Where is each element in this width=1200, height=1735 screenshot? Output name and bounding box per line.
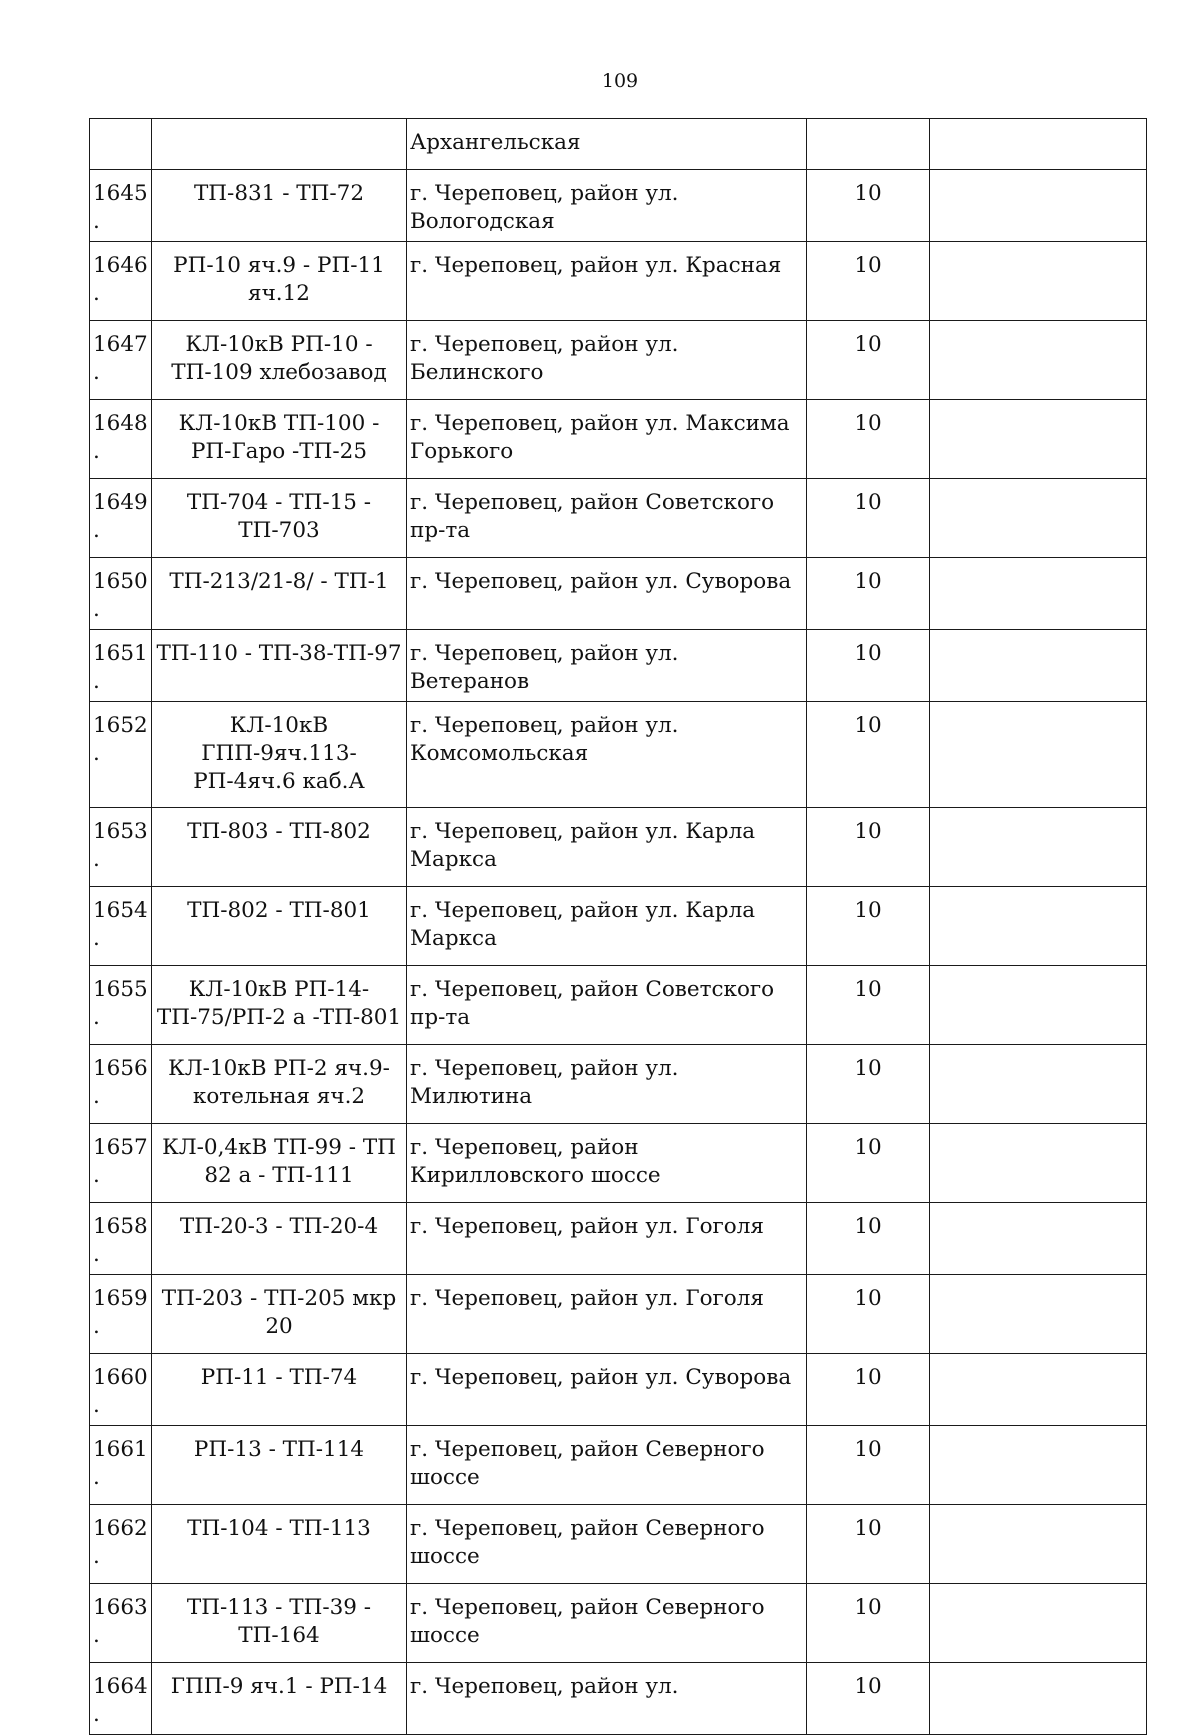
extra-cell — [930, 966, 1147, 1045]
location-cell: г. Череповец, район ул. Красная — [407, 242, 807, 321]
extra-cell — [930, 1203, 1147, 1275]
extra-cell — [930, 1124, 1147, 1203]
row-number-cell: 1648. — [90, 400, 152, 479]
table-row — [90, 1663, 1147, 1735]
location-cell: Архангельская — [407, 119, 807, 170]
row-number-cell: 1651. — [90, 630, 152, 702]
voltage-cell: 10 — [807, 400, 930, 479]
table-row — [90, 702, 1147, 808]
extra-cell — [930, 1275, 1147, 1354]
line-name-cell: РП-10 яч.9 - РП-11 яч.12 — [152, 242, 407, 321]
extra-cell — [930, 321, 1147, 400]
table-row — [90, 630, 1147, 702]
line-name-cell: РП-13 - ТП-114 — [152, 1426, 407, 1505]
location-cell: г. Череповец, район Северного шоссе — [407, 1505, 807, 1584]
location-cell: г. Череповец, район ул. Суворова — [407, 1354, 807, 1426]
row-number-cell: 1652. — [90, 702, 152, 808]
location-cell: г. Череповец, район ул. Комсомольская — [407, 702, 807, 808]
row-number-cell: 1658. — [90, 1203, 152, 1275]
line-name-cell: РП-11 - ТП-74 — [152, 1354, 407, 1426]
table-row — [90, 1124, 1147, 1203]
table-row — [90, 1045, 1147, 1124]
table-row — [90, 242, 1147, 321]
location-cell: г. Череповец, район ул. Гоголя — [407, 1203, 807, 1275]
location-cell: г. Череповец, район ул. Суворова — [407, 558, 807, 630]
extra-cell — [930, 170, 1147, 242]
table-row — [90, 1584, 1147, 1663]
table-row — [90, 1354, 1147, 1426]
voltage-cell: 10 — [807, 1426, 930, 1505]
location-cell: г. Череповец, район Кирилловского шоссе — [407, 1124, 807, 1203]
page-number: 109 — [601, 70, 639, 92]
line-name-cell: ТП-110 - ТП-38-ТП-97 — [152, 630, 407, 702]
row-number-cell: 1654. — [90, 887, 152, 966]
line-name-cell: ТП-213/21-8/ - ТП-1 — [152, 558, 407, 630]
location-cell: г. Череповец, район ул. Милютина — [407, 1045, 807, 1124]
extra-cell — [930, 1426, 1147, 1505]
row-number-cell: 1659. — [90, 1275, 152, 1354]
table-row — [90, 479, 1147, 558]
row-number-cell: 1650. — [90, 558, 152, 630]
voltage-cell: 10 — [807, 702, 930, 808]
line-name-cell: ТП-803 - ТП-802 — [152, 808, 407, 887]
table-row — [90, 321, 1147, 400]
line-name-cell: КЛ-10кВ РП-2 яч.9-котельная яч.2 — [152, 1045, 407, 1124]
voltage-cell: 10 — [807, 170, 930, 242]
extra-cell — [930, 887, 1147, 966]
extra-cell — [930, 242, 1147, 321]
location-cell: г. Череповец, район ул. Ветеранов — [407, 630, 807, 702]
extra-cell — [930, 1505, 1147, 1584]
extra-cell — [930, 1663, 1147, 1735]
extra-cell — [930, 630, 1147, 702]
row-number-cell: 1664. — [90, 1663, 152, 1735]
table-row — [90, 1426, 1147, 1505]
location-cell: г. Череповец, район Советского пр-та — [407, 479, 807, 558]
extra-cell — [930, 479, 1147, 558]
location-cell: г. Череповец, район ул. Карла Маркса — [407, 887, 807, 966]
location-cell: г. Череповец, район ул. — [407, 1663, 807, 1735]
location-cell: г. Череповец, район Северного шоссе — [407, 1426, 807, 1505]
location-cell: г. Череповец, район ул. Гоголя — [407, 1275, 807, 1354]
row-number-cell: 1660. — [90, 1354, 152, 1426]
voltage-cell: 10 — [807, 1354, 930, 1426]
row-number-cell: 1656. — [90, 1045, 152, 1124]
voltage-cell: 10 — [807, 887, 930, 966]
voltage-cell: 10 — [807, 1584, 930, 1663]
line-name-cell: КЛ-10кВ ТП-100 - РП-Гаро -ТП-25 — [152, 400, 407, 479]
line-name-cell: КЛ-10кВ РП-10 - ТП-109 хлебозавод — [152, 321, 407, 400]
line-name-cell: ТП-20-3 - ТП-20-4 — [152, 1203, 407, 1275]
table-row — [90, 119, 1147, 170]
row-number-cell: 1653. — [90, 808, 152, 887]
table-row — [90, 1203, 1147, 1275]
line-name-cell — [152, 119, 407, 170]
line-name-cell: КЛ-0,4кВ ТП-99 - ТП 82 а - ТП-111 — [152, 1124, 407, 1203]
location-cell: г. Череповец, район ул. Карла Маркса — [407, 808, 807, 887]
cable-lines-table — [89, 118, 1147, 1735]
table-row — [90, 1275, 1147, 1354]
row-number-cell: 1647. — [90, 321, 152, 400]
row-number-cell: 1663. — [90, 1584, 152, 1663]
row-number-cell: 1657. — [90, 1124, 152, 1203]
line-name-cell: ТП-113 - ТП-39 - ТП-164 — [152, 1584, 407, 1663]
location-cell: г. Череповец, район ул. Белинского — [407, 321, 807, 400]
row-number-cell: 1649. — [90, 479, 152, 558]
voltage-cell: 10 — [807, 1124, 930, 1203]
extra-cell — [930, 1354, 1147, 1426]
voltage-cell: 10 — [807, 1663, 930, 1735]
voltage-cell: 10 — [807, 808, 930, 887]
table-row — [90, 1505, 1147, 1584]
location-cell: г. Череповец, район ул. Максима Горького — [407, 400, 807, 479]
voltage-cell: 10 — [807, 242, 930, 321]
location-cell: г. Череповец, район Северного шоссе — [407, 1584, 807, 1663]
row-number-cell: 1661. — [90, 1426, 152, 1505]
line-name-cell: ГПП-9 яч.1 - РП-14 — [152, 1663, 407, 1735]
line-name-cell: КЛ-10кВ РП-14-ТП-75/РП-2 а -ТП-801 — [152, 966, 407, 1045]
voltage-cell: 10 — [807, 321, 930, 400]
voltage-cell: 10 — [807, 966, 930, 1045]
line-name-cell: ТП-831 - ТП-72 — [152, 170, 407, 242]
extra-cell — [930, 1584, 1147, 1663]
voltage-cell: 10 — [807, 1203, 930, 1275]
voltage-cell: 10 — [807, 479, 930, 558]
extra-cell — [930, 400, 1147, 479]
extra-cell — [930, 702, 1147, 808]
line-name-cell: ТП-104 - ТП-113 — [152, 1505, 407, 1584]
location-cell: г. Череповец, район ул. Вологодская — [407, 170, 807, 242]
row-number-cell — [90, 119, 152, 170]
voltage-cell: 10 — [807, 1505, 930, 1584]
line-name-cell: ТП-802 - ТП-801 — [152, 887, 407, 966]
line-name-cell: КЛ-10кВ ГПП-9яч.113-РП-4яч.6 каб.А — [152, 702, 407, 808]
voltage-cell — [807, 119, 930, 170]
location-cell: г. Череповец, район Советского пр-та — [407, 966, 807, 1045]
table-row — [90, 966, 1147, 1045]
voltage-cell: 10 — [807, 1045, 930, 1124]
table-row — [90, 887, 1147, 966]
table-body — [90, 119, 1147, 1735]
voltage-cell: 10 — [807, 630, 930, 702]
extra-cell — [930, 1045, 1147, 1124]
extra-cell — [930, 119, 1147, 170]
row-number-cell: 1646. — [90, 242, 152, 321]
table-row — [90, 558, 1147, 630]
table-row — [90, 808, 1147, 887]
line-name-cell: ТП-203 - ТП-205 мкр 20 — [152, 1275, 407, 1354]
extra-cell — [930, 558, 1147, 630]
voltage-cell: 10 — [807, 1275, 930, 1354]
extra-cell — [930, 808, 1147, 887]
row-number-cell: 1645. — [90, 170, 152, 242]
row-number-cell: 1655. — [90, 966, 152, 1045]
table-row — [90, 170, 1147, 242]
row-number-cell: 1662. — [90, 1505, 152, 1584]
voltage-cell: 10 — [807, 558, 930, 630]
table-row — [90, 400, 1147, 479]
line-name-cell: ТП-704 - ТП-15 - ТП-703 — [152, 479, 407, 558]
